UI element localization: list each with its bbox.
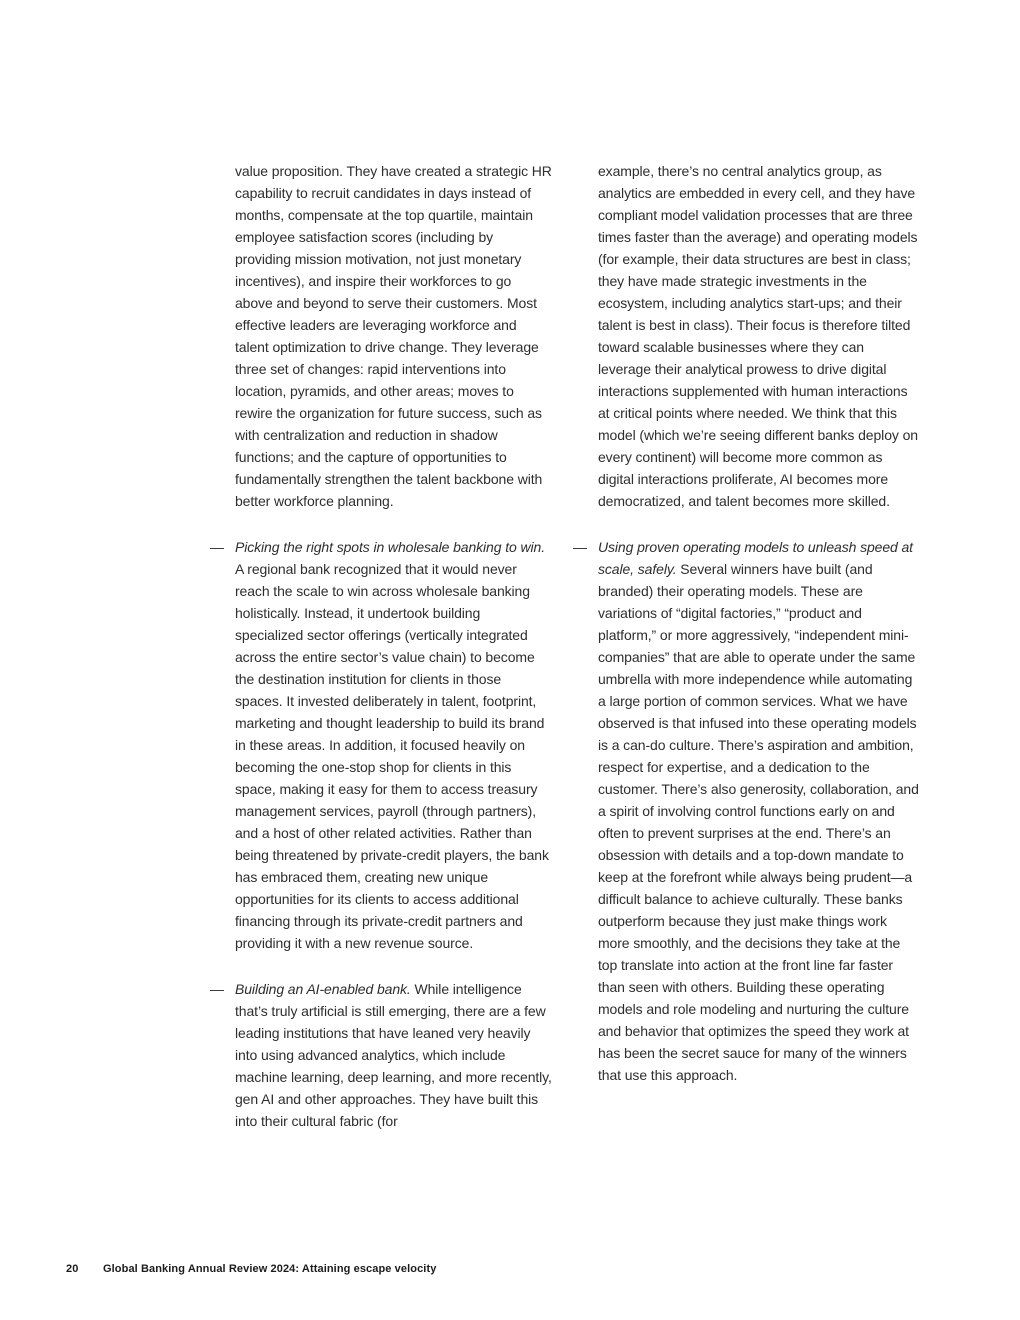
paragraph: example, there’s no central analytics group, as analytics are embedded in every cell, and they have compliant model validation processes that are three times faster than the average) and operating models (for example, their data structures are best in class; they have made strategic investments in the ecosystem, including analytics start-ups; and their talent is best in class). Their focus is therefore tilted toward scalable businesses where they can leverage their analytical prowess to drive digital interactions supplemented with human interactions at critical points where needed. We think that this model (which we’re seeing different banks deploy on every continent) will become more common as digital interactions proliferate, AI becomes more democratized, and talent becomes more skilled. bbox=[598, 163, 918, 509]
bullet-lead: Using proven operating models to unleash speed at scale, safely. bbox=[598, 539, 913, 577]
bullet-dash: — bbox=[573, 539, 587, 555]
bullet-text: Using proven operating models to unleash speed at scale, safely. Several winners have built (and branded) their operating models. These are variations of “digital factories,” “product and platform,” or more aggressively, “independent mini-companies” that are able to operate under the same umbrella with more independence while automating a large portion of common services. What we have observed is that infused into these operating models is a can-do culture. There’s aspiration and ambition, respect for expertise, and a dedication to the customer. There’s also generosity, collaboration, and a spirit of involving control functions early on and often to prevent surprises at the end. There’s an obsession with details and a top-down mandate to keep at the forefront while always being prudent—a difficult balance to achieve culturally. These banks outperform because they just make things work more smoothly, and the decisions they take at the top translate into action at the front line far faster than seen with others. Building these operating models and role modeling and nurturing the culture and behavior that optimizes the speed they work at has been the secret sauce for many of the winners that use this approach. bbox=[598, 539, 919, 1083]
bullet-lead: Picking the right spots in wholesale banking to win. bbox=[235, 539, 545, 555]
bullet-item bbox=[210, 978, 552, 1132]
page-number: 20 bbox=[66, 1263, 79, 1275]
page-footer bbox=[66, 1263, 436, 1275]
footer-title: Global Banking Annual Review 2024: Attaining escape velocity bbox=[103, 1263, 437, 1275]
right-column bbox=[573, 160, 919, 1086]
left-column bbox=[210, 160, 552, 1132]
bullet-text: Building an AI-enabled bank. While intelligence that’s truly artificial is still emerging, there are a few leading institutions that have leaned very heavily into using advanced analytics, which include machine learning, deep learning, and more recently, gen AI and other approaches. They have built this into their cultural fabric (for bbox=[235, 981, 552, 1129]
bullet-item bbox=[573, 536, 919, 1086]
bullet-lead: Building an AI-enabled bank. bbox=[235, 981, 415, 997]
bullet-item bbox=[210, 536, 552, 954]
bullet-text: Picking the right spots in wholesale banking to win. A regional bank recognized that it would never reach the scale to win across wholesale banking holistically. Instead, it undertook building specialized sector offerings (vertically integrated across the entire sector’s value chain) to become the destination institution for clients in those spaces. It invested deliberately in talent, footprint, marketing and thought leadership to build its brand in these areas. In addition, it focused heavily on becoming the one-stop shop for clients in this space, making it easy for them to access treasury management services, payroll (through partners), and a host of other related activities. Rather than being threatened by private-credit players, the bank has embraced them, creating new unique opportunities for its clients to access additional financing through its private-credit partners and providing it with a new revenue source. bbox=[235, 539, 549, 951]
paragraph: value proposition. They have created a strategic HR capability to recruit candidates in days instead of months, compensate at the top quartile, maintain employee satisfaction scores (including by providing mission motivation, not just monetary incentives), and inspire their workforces to go above and beyond to serve their customers. Most effective leaders are leveraging workforce and talent optimization to drive change. They leverage three set of changes: rapid interventions into location, pyramids, and other areas; moves to rewire the organization for future success, such as with centralization and reduction in shadow functions; and the capture of opportunities to fundamentally strengthen the talent backbone with better workforce planning. bbox=[235, 163, 552, 509]
bullet-dash: — bbox=[210, 539, 224, 555]
bullet-dash: — bbox=[210, 981, 224, 997]
